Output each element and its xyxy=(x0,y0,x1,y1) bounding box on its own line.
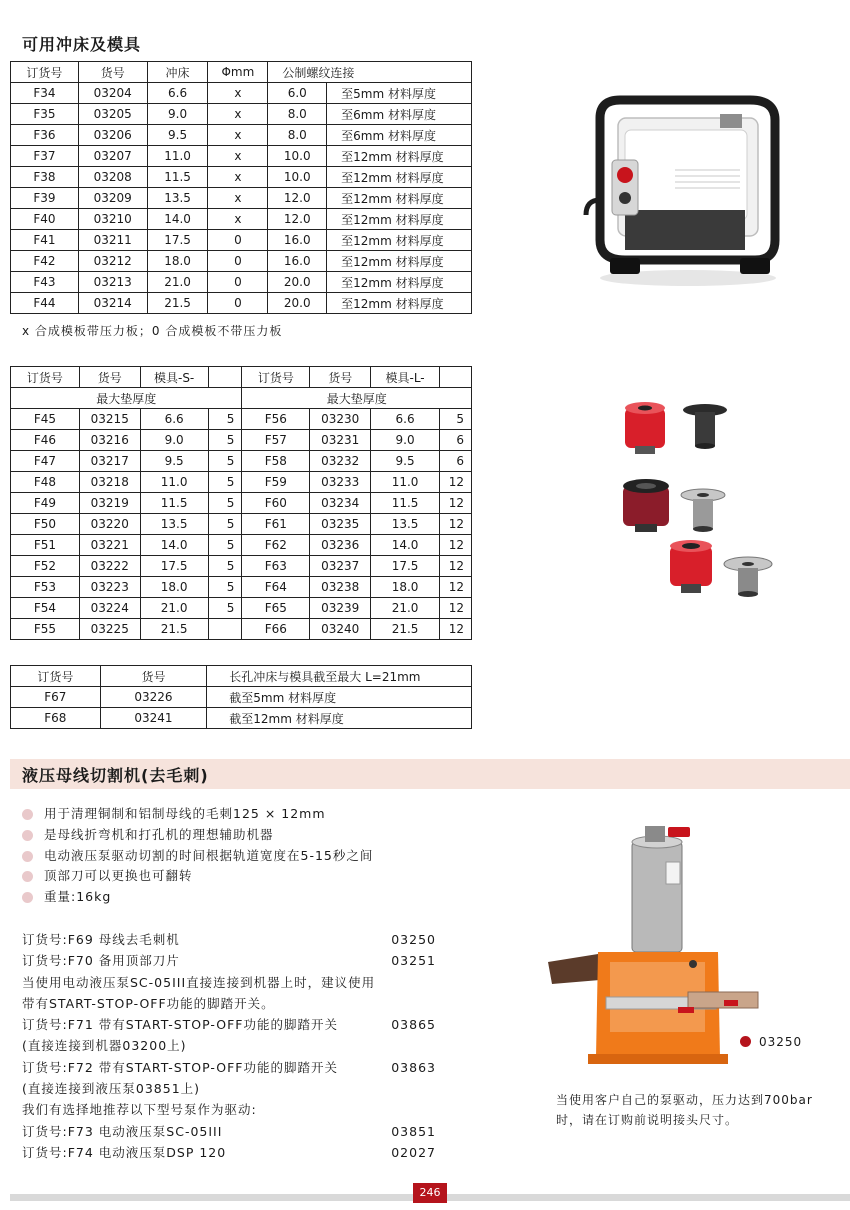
table-cell: 03237 xyxy=(310,556,371,577)
table-cell: 9.0 xyxy=(147,104,208,125)
table-cell: 03217 xyxy=(79,451,140,472)
punch-and-die-photo xyxy=(615,398,805,603)
table-row xyxy=(11,83,472,104)
table-cell: 14.0 xyxy=(371,535,440,556)
table-cell: 12 xyxy=(440,472,472,493)
table-cell: 03204 xyxy=(78,83,147,104)
table-row xyxy=(11,514,472,535)
table-cell: 03226 xyxy=(100,687,207,708)
table-cell: 12 xyxy=(440,535,472,556)
table-cell: 至6mm 材料厚度 xyxy=(327,104,472,125)
table-cell: 20.0 xyxy=(268,293,327,314)
table-cell: F66 xyxy=(242,619,310,640)
order-line xyxy=(22,1142,442,1163)
table-cell: 12 xyxy=(440,619,472,640)
order-text: 订货号:F74 电动液压泵DSP 120 xyxy=(22,1144,227,1160)
table-cell: x xyxy=(208,146,268,167)
column-header xyxy=(440,367,472,388)
table-cell: 03236 xyxy=(310,535,371,556)
table-subheader-row xyxy=(11,388,472,409)
table-cell: F51 xyxy=(11,535,80,556)
table-cell: 12.0 xyxy=(268,188,327,209)
table-cell: 至12mm 材料厚度 xyxy=(327,230,472,251)
table-cell: 03205 xyxy=(78,104,147,125)
table-cell: 03210 xyxy=(78,209,147,230)
table-cell: 03231 xyxy=(310,430,371,451)
table-cell: 5 xyxy=(208,409,242,430)
table-row xyxy=(11,708,472,729)
table-cell: 03208 xyxy=(78,167,147,188)
table-cell: 5 xyxy=(208,577,242,598)
table-cell: F68 xyxy=(11,708,101,729)
feature-item: 用于清理铜制和铝制母线的毛刺125 × 12mm xyxy=(22,804,373,825)
column-header: 长孔冲床与模具截至最大 L=21mm xyxy=(207,666,472,687)
table-cell: F50 xyxy=(11,514,80,535)
order-text: 我们有选择地推荐以下型号泵作为驱动: xyxy=(22,1102,257,1118)
section-title-deburring: 液压母线切割机(去毛刺) xyxy=(22,766,209,785)
table-cell: 03216 xyxy=(79,430,140,451)
column-header: 订货号 xyxy=(11,666,101,687)
side-note-line: 时，请在订购前说明接头尺寸。 xyxy=(556,1113,739,1127)
table-cell: 8.0 xyxy=(268,125,327,146)
order-line xyxy=(22,929,442,950)
order-code: 03251 xyxy=(391,953,436,969)
table-row xyxy=(11,430,472,451)
table-cell: 11.5 xyxy=(147,167,208,188)
table-cell: F43 xyxy=(11,272,79,293)
page-number: 246 xyxy=(413,1183,447,1203)
table-cell: 至12mm 材料厚度 xyxy=(327,209,472,230)
table-row xyxy=(11,293,472,314)
order-text: 带有START-STOP-OFF功能的脚踏开关。 xyxy=(22,995,275,1011)
table-header-row xyxy=(11,367,472,388)
feature-item: 重量:16kg xyxy=(22,887,373,908)
table-cell: 21.5 xyxy=(371,619,440,640)
table-row xyxy=(11,146,472,167)
table-cell: 03232 xyxy=(310,451,371,472)
table-cell: F49 xyxy=(11,493,80,514)
table-cell: 9.5 xyxy=(140,451,208,472)
column-header: 货号 xyxy=(78,62,147,83)
table-cell: 10.0 xyxy=(268,167,327,188)
table-cell: 至6mm 材料厚度 xyxy=(327,125,472,146)
table-cell: 18.0 xyxy=(140,577,208,598)
table-cell: x xyxy=(208,104,268,125)
order-code: 03250 xyxy=(391,932,436,947)
column-header: 货号 xyxy=(79,367,140,388)
table-row xyxy=(11,251,472,272)
column-header: 最大垫厚度 xyxy=(242,388,472,409)
table-cell: F45 xyxy=(11,409,80,430)
section-band xyxy=(10,759,850,789)
table-row xyxy=(11,209,472,230)
table-row xyxy=(11,104,472,125)
table-cell: 17.5 xyxy=(140,556,208,577)
table-cell: 13.5 xyxy=(140,514,208,535)
table-cell: 03235 xyxy=(310,514,371,535)
table-cell: F41 xyxy=(11,230,79,251)
column-header: 冲床 xyxy=(147,62,208,83)
feature-item: 顶部刀可以更换也可翻转 xyxy=(22,866,373,887)
table-cell: 5 xyxy=(440,409,472,430)
table-cell: 0 xyxy=(208,272,268,293)
table-cell: 03219 xyxy=(79,493,140,514)
table-cell: 0 xyxy=(208,230,268,251)
order-code: 03865 xyxy=(391,1017,436,1033)
table-cell: 03220 xyxy=(79,514,140,535)
table-cell: 6.0 xyxy=(268,83,327,104)
table-cell: F38 xyxy=(11,167,79,188)
table-cell: F56 xyxy=(242,409,310,430)
feature-item: 电动液压泵驱动切割的时间根据轨道宽度在5-15秒之间 xyxy=(22,846,373,867)
busbar-deburring-machine-photo xyxy=(548,822,768,1077)
table-cell: 至12mm 材料厚度 xyxy=(327,167,472,188)
order-line xyxy=(22,1057,442,1078)
column-header: 订货号 xyxy=(242,367,310,388)
table-cell: 03209 xyxy=(78,188,147,209)
side-note-line: 当使用客户自己的泵驱动，压力达到700bar xyxy=(556,1093,813,1107)
table-cell: F44 xyxy=(11,293,79,314)
table-row xyxy=(11,619,472,640)
table-cell: x xyxy=(208,167,268,188)
order-line xyxy=(22,950,442,971)
table-row xyxy=(11,687,472,708)
order-text: 订货号:F69 母线去毛刺机 xyxy=(22,932,180,947)
table-row xyxy=(11,451,472,472)
table-cell: 03224 xyxy=(79,598,140,619)
table-cell: x xyxy=(208,209,268,230)
table-row xyxy=(11,535,472,556)
order-line xyxy=(22,1035,442,1056)
table-cell: F67 xyxy=(11,687,101,708)
column-header: 货号 xyxy=(310,367,371,388)
table-cell: 11.0 xyxy=(371,472,440,493)
table-cell: F61 xyxy=(242,514,310,535)
table-cell: 6.6 xyxy=(140,409,208,430)
order-text: 订货号:F72 带有START-STOP-OFF功能的脚踏开关 xyxy=(22,1059,338,1075)
slot-punch-table xyxy=(10,665,472,729)
table-cell: x xyxy=(208,188,268,209)
table-cell: 至12mm 材料厚度 xyxy=(327,293,472,314)
table-cell: 0 xyxy=(208,293,268,314)
column-header: 模具-S- xyxy=(140,367,208,388)
table-cell: 21.5 xyxy=(140,619,208,640)
table-cell: 6 xyxy=(440,430,472,451)
order-text: 订货号:F71 带有START-STOP-OFF功能的脚踏开关 xyxy=(22,1017,338,1033)
table-cell: 17.5 xyxy=(371,556,440,577)
table-cell: 03223 xyxy=(79,577,140,598)
table-cell: F65 xyxy=(242,598,310,619)
table-cell: 5 xyxy=(208,514,242,535)
table-cell: F40 xyxy=(11,209,79,230)
table-cell: 0 xyxy=(208,251,268,272)
table-cell: 12 xyxy=(440,556,472,577)
table-cell: 18.0 xyxy=(371,577,440,598)
table-cell: 9.5 xyxy=(371,451,440,472)
table-cell: 14.0 xyxy=(140,535,208,556)
table-cell: 13.5 xyxy=(147,188,208,209)
column-header: 公制螺纹连接 xyxy=(268,62,472,83)
table-cell: 17.5 xyxy=(147,230,208,251)
column-header xyxy=(208,367,242,388)
order-text: 订货号:F70 备用顶部刀片 xyxy=(22,953,180,969)
table-cell: 03241 xyxy=(100,708,207,729)
bullet-dot-icon xyxy=(22,830,33,841)
table-row xyxy=(11,167,472,188)
table-cell: 6.6 xyxy=(147,83,208,104)
table-cell: 12 xyxy=(440,493,472,514)
table-cell: F34 xyxy=(11,83,79,104)
table-cell: 9.0 xyxy=(140,430,208,451)
table-cell: F55 xyxy=(11,619,80,640)
table-row xyxy=(11,556,472,577)
order-line xyxy=(22,993,442,1014)
table-cell: F48 xyxy=(11,472,80,493)
column-header: 订货号 xyxy=(11,62,79,83)
table-cell: 21.0 xyxy=(140,598,208,619)
hydraulic-pump-photo xyxy=(580,90,790,290)
order-line xyxy=(22,972,442,993)
order-line xyxy=(22,1121,442,1142)
table-cell: 9.5 xyxy=(147,125,208,146)
table-cell: F57 xyxy=(242,430,310,451)
table-cell: F46 xyxy=(11,430,80,451)
table-cell: F53 xyxy=(11,577,80,598)
table-cell: 03222 xyxy=(79,556,140,577)
punch-table xyxy=(10,61,472,314)
table-cell: 5 xyxy=(208,535,242,556)
table-cell: 截至12mm 材料厚度 xyxy=(207,708,472,729)
feature-item: 是母线折弯机和打孔机的理想辅助机器 xyxy=(22,825,373,846)
table-cell: 16.0 xyxy=(268,230,327,251)
table-row xyxy=(11,493,472,514)
table-cell: 03215 xyxy=(79,409,140,430)
table-header-row xyxy=(11,666,472,687)
column-header: 模具-L- xyxy=(371,367,440,388)
table-cell: F64 xyxy=(242,577,310,598)
table-cell: 20.0 xyxy=(268,272,327,293)
order-text: (直接连接到液压泵03851上) xyxy=(22,1081,201,1097)
order-list xyxy=(22,929,442,1163)
table-cell: F36 xyxy=(11,125,79,146)
table-cell: 11.0 xyxy=(147,146,208,167)
table-cell: 5 xyxy=(208,493,242,514)
order-text: 当使用电动液压泵SC-05III直接连接到机器上时，建议使用 xyxy=(22,974,376,990)
table-cell: 03218 xyxy=(79,472,140,493)
table-cell: 5 xyxy=(208,472,242,493)
table-cell: 03213 xyxy=(78,272,147,293)
table-cell: F60 xyxy=(242,493,310,514)
table-cell: 12.0 xyxy=(268,209,327,230)
table-cell: 03233 xyxy=(310,472,371,493)
table-cell: 14.0 xyxy=(147,209,208,230)
table-row xyxy=(11,188,472,209)
table-cell: F35 xyxy=(11,104,79,125)
table-cell: 03206 xyxy=(78,125,147,146)
table-cell: 03240 xyxy=(310,619,371,640)
table-cell: 03221 xyxy=(79,535,140,556)
table-cell xyxy=(208,619,242,640)
table-cell: F58 xyxy=(242,451,310,472)
table-row xyxy=(11,409,472,430)
table-cell: 03207 xyxy=(78,146,147,167)
bullet-dot-icon xyxy=(22,851,33,862)
table-cell: 18.0 xyxy=(147,251,208,272)
order-code: 03851 xyxy=(391,1123,436,1139)
table-cell: 13.5 xyxy=(371,514,440,535)
order-code: 02027 xyxy=(391,1144,436,1160)
bullet-dot-icon xyxy=(22,892,33,903)
table-cell: 9.0 xyxy=(371,430,440,451)
table-cell: 11.5 xyxy=(371,493,440,514)
table-cell: 至12mm 材料厚度 xyxy=(327,188,472,209)
table-cell: 21.0 xyxy=(371,598,440,619)
table-row xyxy=(11,272,472,293)
table-cell: 截至5mm 材料厚度 xyxy=(207,687,472,708)
column-header: 最大垫厚度 xyxy=(11,388,242,409)
table-cell: 5 xyxy=(208,556,242,577)
die-table xyxy=(10,366,472,640)
table-row xyxy=(11,577,472,598)
table-cell: 03212 xyxy=(78,251,147,272)
table-cell: x xyxy=(208,125,268,146)
table-cell: 12 xyxy=(440,598,472,619)
table-row xyxy=(11,125,472,146)
table-cell: 5 xyxy=(208,451,242,472)
punch-table-note: x 合成模板带压力板；0 合成模板不带压力板 xyxy=(22,324,283,338)
table-cell: F47 xyxy=(11,451,80,472)
table-cell: F39 xyxy=(11,188,79,209)
table-cell: 12 xyxy=(440,577,472,598)
feature-list xyxy=(22,804,373,908)
table-cell: 03211 xyxy=(78,230,147,251)
order-text: (直接连接到机器03200上) xyxy=(22,1038,187,1054)
table-cell: F62 xyxy=(242,535,310,556)
table-cell: 16.0 xyxy=(268,251,327,272)
table-cell: 至12mm 材料厚度 xyxy=(327,146,472,167)
table-cell: 6 xyxy=(440,451,472,472)
table-row xyxy=(11,598,472,619)
bullet-dot-icon xyxy=(22,809,33,820)
table-header-row xyxy=(11,62,472,83)
table-cell: 03234 xyxy=(310,493,371,514)
table-cell: 12 xyxy=(440,514,472,535)
table-cell: F63 xyxy=(242,556,310,577)
table-cell: 21.5 xyxy=(147,293,208,314)
table-row xyxy=(11,472,472,493)
table-cell: 5 xyxy=(208,598,242,619)
table-cell: 03238 xyxy=(310,577,371,598)
table-cell: 11.5 xyxy=(140,493,208,514)
table-cell: 21.0 xyxy=(147,272,208,293)
pump-side-note xyxy=(556,1090,841,1130)
table-cell: 至12mm 材料厚度 xyxy=(327,272,472,293)
column-header: 货号 xyxy=(100,666,207,687)
table-cell: 10.0 xyxy=(268,146,327,167)
table-cell: F42 xyxy=(11,251,79,272)
table-cell: 11.0 xyxy=(140,472,208,493)
table-cell: 6.6 xyxy=(371,409,440,430)
order-line xyxy=(22,1099,442,1120)
section-title-punches: 可用冲床及模具 xyxy=(22,35,142,54)
order-text: 订货号:F73 电动液压泵SC-05III xyxy=(22,1123,223,1139)
table-cell: F52 xyxy=(11,556,80,577)
table-cell: x xyxy=(208,83,268,104)
table-cell: 8.0 xyxy=(268,104,327,125)
column-header: Φmm xyxy=(208,62,268,83)
table-row xyxy=(11,230,472,251)
table-cell: F59 xyxy=(242,472,310,493)
table-cell: F37 xyxy=(11,146,79,167)
table-cell: F54 xyxy=(11,598,80,619)
table-cell: 03239 xyxy=(310,598,371,619)
order-line xyxy=(22,1014,442,1035)
red-dot-icon xyxy=(740,1036,751,1047)
column-header: 订货号 xyxy=(11,367,80,388)
table-cell: 至5mm 材料厚度 xyxy=(327,83,472,104)
table-cell: 至12mm 材料厚度 xyxy=(327,251,472,272)
order-code: 03863 xyxy=(391,1059,436,1075)
machine-legend: 03250 xyxy=(740,1035,802,1049)
table-cell: 5 xyxy=(208,430,242,451)
bullet-dot-icon xyxy=(22,871,33,882)
table-cell: 03230 xyxy=(310,409,371,430)
order-line xyxy=(22,1078,442,1099)
table-cell: 03225 xyxy=(79,619,140,640)
table-cell: 03214 xyxy=(78,293,147,314)
